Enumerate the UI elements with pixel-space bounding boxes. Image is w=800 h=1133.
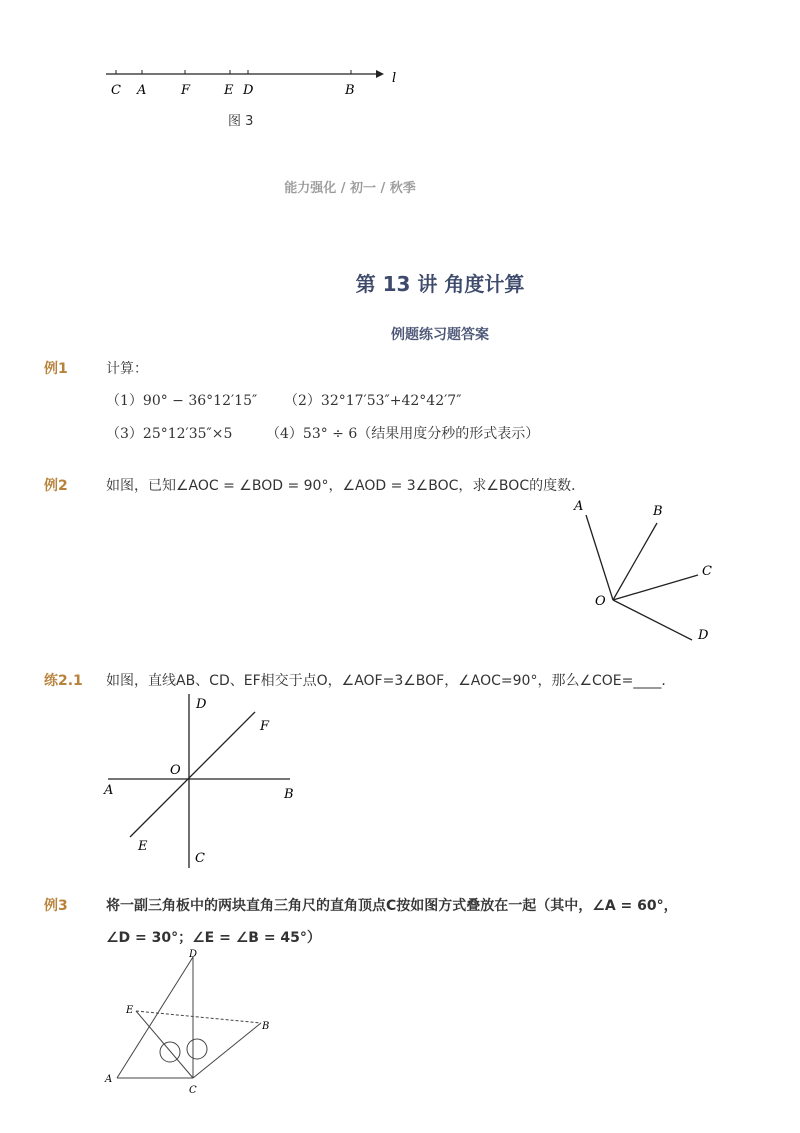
page-title: 第 13 讲 角度计算: [355, 272, 525, 296]
practice-2-1-text: 如图，直线AB、CD、EF相交于点O，∠AOF=3∠BOF，∠AOC=90°，那么∠COE=____．: [106, 673, 676, 689]
practice-2-1-figure: [100, 690, 310, 870]
example-1-item-2: （2）32°17′53″+42°42′7″: [284, 393, 462, 409]
example-1-item-4: （4）53° ÷ 6（结果用度分秒的形式表示）: [266, 426, 540, 442]
example-2-text: 如图，已知∠AOC = ∠BOD = 90°，∠AOD = 3∠BOC，求∠BOC的度数．: [106, 478, 586, 494]
point-d: D: [189, 949, 198, 960]
page-subtitle: 例题练习题答案: [391, 327, 489, 343]
point-f: F: [260, 719, 270, 734]
point-c: C: [189, 1085, 197, 1096]
point-b: B: [262, 1021, 270, 1032]
example-3-label: 例3: [44, 898, 68, 914]
example-1-prompt: 计算：: [106, 361, 148, 377]
point-o: O: [170, 763, 181, 778]
point-c: C: [702, 564, 712, 579]
example-3-figure: [100, 945, 290, 1100]
example-1-label: 例1: [44, 361, 68, 377]
point-e: E: [224, 83, 234, 98]
line-label-l: l: [392, 71, 397, 86]
figure3-number-line: [100, 62, 420, 104]
example-2-figure: [560, 495, 730, 645]
point-a: A: [104, 783, 114, 798]
breadcrumb: 能力强化 / 初一 / 秋季: [284, 181, 416, 196]
point-f: F: [181, 83, 191, 98]
example-3-line-2: ∠D = 30°；∠E = ∠B = 45°）: [106, 930, 321, 946]
example-1-item-3: （3）25°12′35″×5: [106, 426, 233, 442]
point-e: E: [126, 1005, 134, 1016]
figure3-caption: 图 3: [228, 114, 254, 129]
point-o: O: [595, 594, 606, 609]
point-d: D: [196, 697, 207, 712]
point-a: A: [574, 499, 584, 514]
example-3-line-1: 将一副三角板中的两块直角三角尺的直角顶点C按如图方式叠放在一起（其中，∠A = 60°，: [106, 898, 678, 914]
example-1-item-1: （1）90° − 36°12′15″: [106, 393, 258, 409]
practice-2-1-label: 练2.1: [44, 673, 83, 689]
point-a: A: [105, 1074, 113, 1085]
example-2-label: 例2: [44, 478, 68, 494]
point-b: B: [653, 504, 663, 519]
point-b: B: [284, 787, 294, 802]
point-c: C: [111, 83, 121, 98]
point-e: E: [138, 839, 148, 854]
point-b: B: [345, 83, 355, 98]
point-d: D: [243, 83, 254, 98]
point-a: A: [137, 83, 147, 98]
point-c: C: [195, 851, 205, 866]
point-d: D: [698, 628, 709, 643]
